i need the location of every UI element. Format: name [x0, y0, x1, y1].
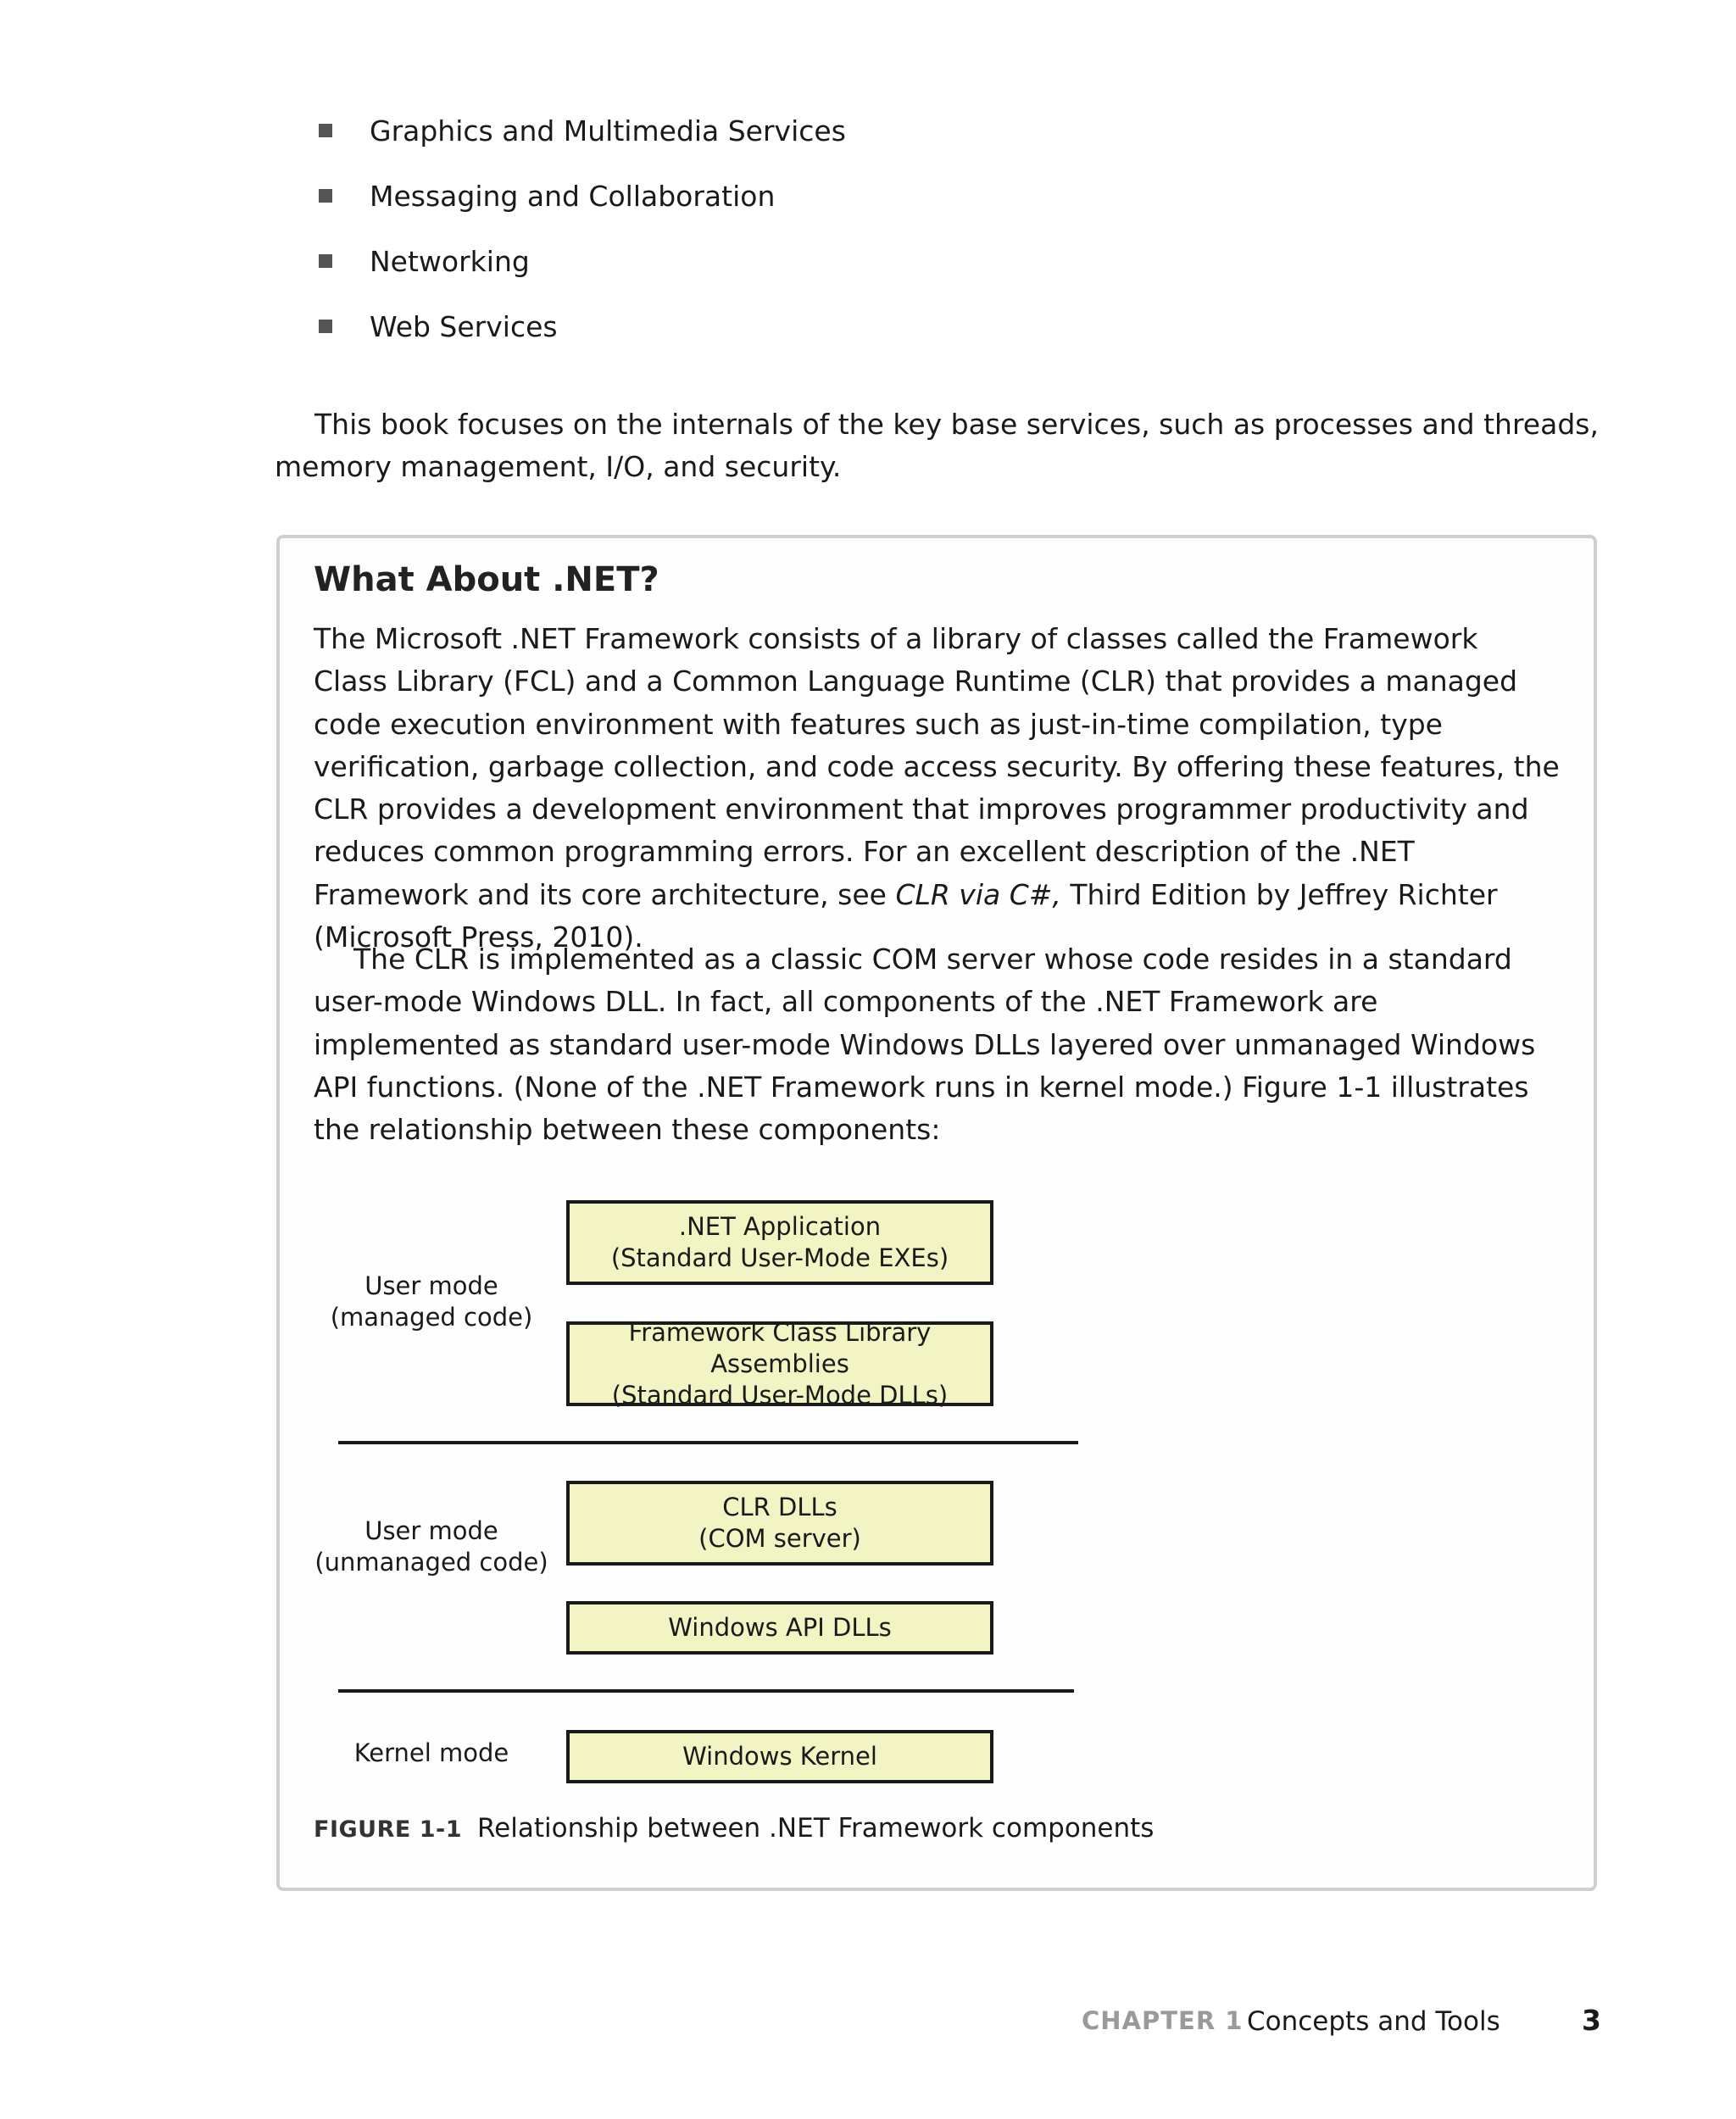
bullet-square-icon	[319, 320, 332, 333]
para1-start: The Microsoft .NET Framework consists of a library of classes called the Framework Class Library (FCL) and a Common Language Runtime (CLR) that provides a managed code execution environment with features such as just-in-time compilation, type verification, garbage collection, and code access security. By offering these features, the CLR provides a development environment that improves programmer productivity and reduces common programming errors. For an excellent description of the .NET Framework and its core architecture, see	[314, 622, 1560, 911]
windows-kernel-box	[566, 1730, 993, 1783]
box-line: Framework Class Library Assemblies	[628, 1317, 932, 1378]
footer-chapter-title: Concepts and Tools	[1247, 2006, 1500, 2037]
box-line: (Standard User-Mode EXEs)	[610, 1243, 949, 1272]
bullet-text: Messaging and Collaboration	[370, 179, 776, 213]
bullet-square-icon	[319, 189, 332, 203]
footer-page-number: 3	[1582, 2004, 1601, 2037]
bullet-item	[319, 175, 775, 217]
box-line: Windows Kernel	[682, 1742, 877, 1771]
intro-paragraph: This book focuses on the internals of the key base services, such as processes and threads, memory management, I/O, and security.	[275, 408, 1599, 483]
zone-label-unmanaged	[296, 1516, 567, 1578]
bullet-square-icon	[319, 254, 332, 268]
para1-book-title: CLR via C#,	[895, 877, 1061, 911]
zone-label-line: (unmanaged code)	[314, 1548, 548, 1577]
sidebar-title: What About .NET?	[314, 560, 659, 599]
net-application-box	[566, 1200, 993, 1285]
box-line: CLR DLLs	[722, 1493, 837, 1521]
bullet-text: Graphics and Multimedia Services	[370, 114, 846, 147]
footer-chapter-label: CHAPTER 1	[1082, 2006, 1244, 2035]
figure-caption-label: FIGURE 1-1	[314, 1816, 462, 1843]
fcl-assemblies-box	[566, 1317, 993, 1410]
clr-dlls-box	[566, 1481, 993, 1566]
box-line: (COM server)	[698, 1524, 861, 1553]
bullet-item	[319, 305, 558, 348]
figure-caption-text: Relationship between .NET Framework components	[477, 1813, 1155, 1844]
bullet-text: Networking	[370, 244, 530, 278]
windows-api-dlls-box	[566, 1601, 993, 1655]
bullet-text: Web Services	[370, 309, 558, 343]
zone-label-managed	[296, 1271, 567, 1333]
figure-caption	[314, 1813, 1154, 1844]
sidebar-paragraph-2: The CLR is implemented as a classic COM server whose code resides in a standard user-mode Windows DLL. In fact, all components of the .NET Framework are implemented as standard user-mode Windows DLLs layered over unmanaged Windows API functions. (None of the .NET Framework runs in kernel mode.) Figure 1-1 illustrates the relationship between these components:	[314, 943, 1536, 1147]
managed-unmanaged-divider	[338, 1441, 1078, 1444]
box-line: (Standard User-Mode DLLs)	[611, 1380, 949, 1410]
zone-label-line: User mode	[364, 1271, 498, 1300]
box-line: Windows API DLLs	[668, 1613, 892, 1642]
box-line: .NET Application	[678, 1212, 882, 1241]
zone-label-line: (managed code)	[330, 1303, 533, 1332]
zone-label-kernel	[296, 1738, 567, 1769]
bullet-item	[319, 109, 846, 152]
sidebar-paragraph-1	[314, 618, 1560, 959]
zone-label-line: User mode	[364, 1516, 498, 1545]
para1-end: Third Edition by Jeffrey Richter (Microsoft Press, 2010).	[314, 877, 1498, 954]
user-kernel-divider	[338, 1689, 1074, 1693]
bullet-square-icon	[319, 124, 332, 137]
zone-label-line: Kernel mode	[353, 1738, 509, 1767]
bullet-item	[319, 240, 530, 282]
